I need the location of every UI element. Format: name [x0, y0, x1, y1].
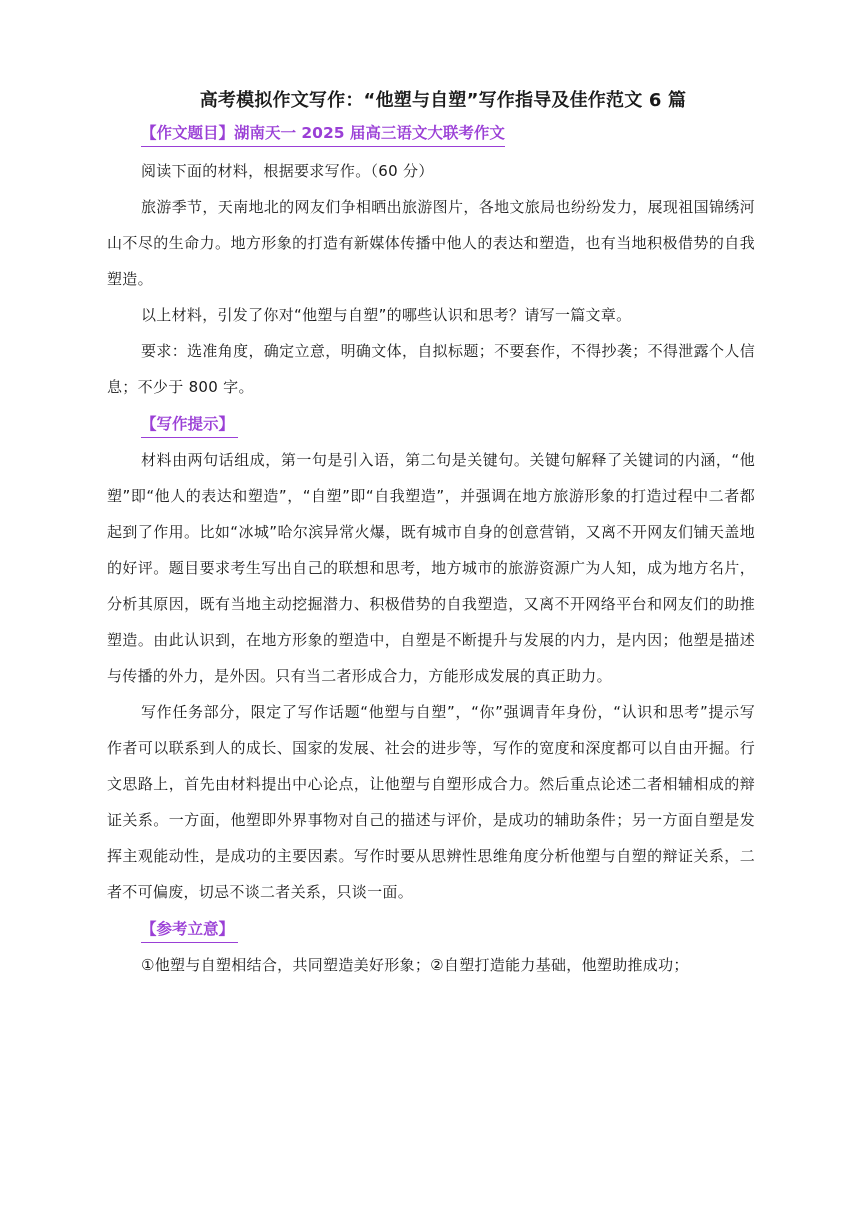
document-title: 高考模拟作文写作：“他塑与自塑”写作指导及佳作范文 6 篇: [199, 90, 687, 111]
writing-tips-heading: 【写作提示】: [141, 411, 238, 438]
reference-theme-paragraph: ①他塑与自塑相结合，共同塑造美好形象；②自塑打造能力基础，他塑助推成功；: [141, 956, 689, 974]
intro-paragraph: 阅读下面的材料，根据要求写作。（60 分）: [141, 162, 434, 180]
tips-paragraph-2: 写作任务部分，限定了写作话题“他塑与自塑”，“你”强调青年身份，“认识和思考”提示写作者可以联系到人的成长、国家的发展、社会的进步等，写作的宽度和深度都可以自由开掘。行文思路上，首先由材料提出中心论点，让他塑与自塑形成合力。然后重点论述二者相辅相成的辩证关系。一方面，他塑即外界事物对自己的描述与评价，是成功的辅助条件；另一方面自塑是发挥主观能动性，是成功的主要因素。写作时要从思辨性思维角度分析他塑与自塑的辩证关系，二者不可偏废，切忌不谈二者关系，只谈一面。: [107, 703, 755, 901]
question-paragraph: 以上材料，引发了你对“他塑与自塑”的哪些认识和思考？请写一篇文章。: [141, 306, 632, 324]
requirements-paragraph: 要求：选准角度，确定立意，明确文体，自拟标题；不要套作，不得抄袭；不得泄露个人信息；不少于 800 字。: [107, 342, 755, 396]
document-body: [107, 86, 755, 983]
essay-topic-label: 【作文题目】湖南天一 2025 届高三语文大联考作文: [141, 120, 505, 147]
reference-theme-heading: 【参考立意】: [141, 916, 238, 943]
tips-paragraph-1: 材料由两句话组成，第一句是引入语，第二句是关键句。关键句解释了关键词的内涵，“他塑”即“他人的表达和塑造”，“自塑”即“自我塑造”，并强调在地方旅游形象的打造过程中二者都起到了作用。比如“冰城”哈尔滨异常火爆，既有城市自身的创意营销，又离不开网友们铺天盖地的好评。题目要求考生写出自己的联想和思考，地方城市的旅游资源广为人知，成为地方名片，分析其原因，既有当地主动挖掘潜力、积极借势的自我塑造，又离不开网络平台和网友们的助推塑造。由此认识到，在地方形象的塑造中，自塑是不断提升与发展的内力，是内因；他塑是描述与传播的外力，是外因。只有当二者形成合力，方能形成发展的真正助力。: [107, 451, 755, 685]
material-paragraph: 旅游季节，天南地北的网友们争相晒出旅游图片，各地文旅局也纷纷发力，展现祖国锦绣河山不尽的生命力。地方形象的打造有新媒体传播中他人的表达和塑造，也有当地积极借势的自我塑造。: [107, 198, 755, 288]
